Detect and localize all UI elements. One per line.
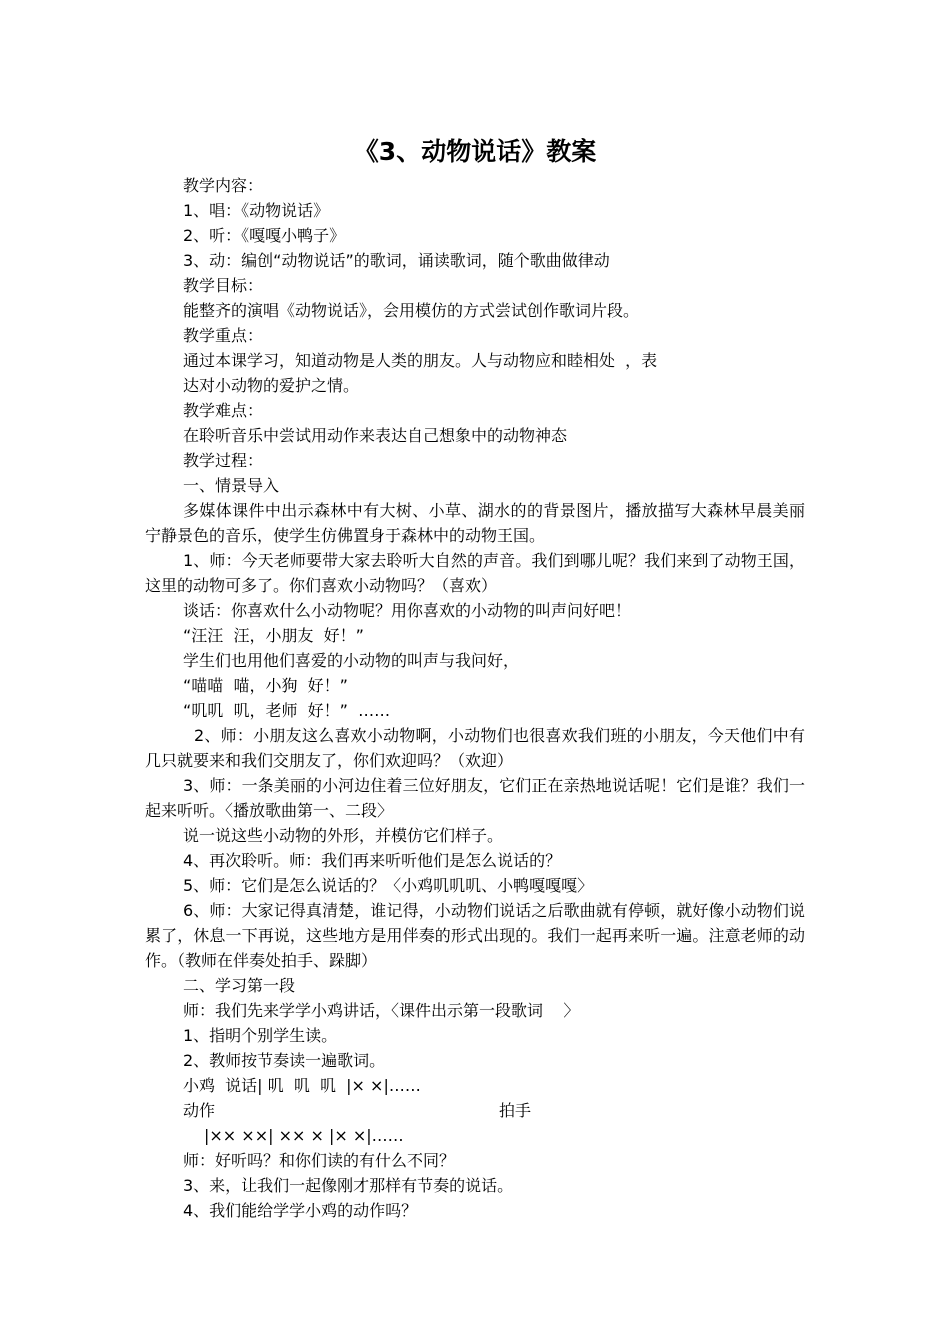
content-item-listen: 2、听：《嘎嘎小鸭子》 — [183, 226, 346, 245]
action-label: 动作 — [183, 1101, 216, 1120]
paragraph-teacher-2: 2、师：小朋友这么喜欢小动物啊，小动物们也很喜欢我们班的小朋友，今天他们中有几只就要来和我们交朋友了，你们欢迎吗？（欢迎） — [145, 726, 805, 770]
step-item-2: 2、教师按节奏读一遍歌词。 — [183, 1051, 386, 1070]
paragraph-teacher-1: 1、师：今天老师要带大家去聆听大自然的声音。我们到哪儿呢？我们来到了动物王国，这里的动物可多了。你们喜欢小动物吗？（喜欢） — [145, 551, 805, 595]
section-heading-goals: 教学目标： — [183, 276, 264, 295]
paragraph-teacher-6: 6、师：大家记得真清楚，谁记得，小动物们说话之后歌曲就有停顿，就好像小动物们说累了，休息一下再说，这些地方是用伴奏的形式出现的。我们一起再来听一遍。注意老师的动作。（教师在伴奏处拍手、跺脚） — [145, 901, 805, 970]
paragraph-talk: 谈话：你喜欢什么小动物呢？用你喜欢的小动物的叫声问好吧！ — [183, 601, 632, 620]
paragraph-teacher-4: 4、再次聆听。师：我们再来听听他们是怎么说话的？ — [183, 851, 562, 870]
rhythm-action-row — [145, 1098, 805, 1123]
section-heading-difficulties: 教学难点： — [183, 401, 264, 420]
key-point-line-2: 达对小动物的爱护之情。 — [183, 376, 360, 395]
content-item-sing: 1、唱：《动物说话》 — [183, 201, 330, 220]
paragraph-teacher-3: 3、师：一条美丽的小河边住着三位好朋友，它们正在亲热地说话呢！它们是谁？我们一起来听听。〈播放歌曲第一、二段〉 — [145, 776, 805, 820]
step-item-1: 1、指明个别学生读。 — [183, 1026, 338, 1045]
document-body — [145, 173, 805, 1223]
step-heading-learn-first: 二、学习第一段 — [183, 976, 296, 995]
difficulty-text: 在聆听音乐中尝试用动作来表达自己想象中的动物神态 — [183, 426, 568, 445]
paragraph-teacher-5: 5、师：它们是怎么说话的？〈小鸡叽叽叽、小鸭嘎嘎嘎〉 — [183, 876, 594, 895]
section-heading-key-points: 教学重点： — [183, 326, 264, 345]
step-item-4: 4、我们能给学学小鸡的动作吗？ — [183, 1201, 418, 1220]
content-item-move: 3、动：编创“动物说话”的歌词，诵读歌词，随个歌曲做律动 — [183, 251, 610, 270]
quote-chick: “叽叽 叽，老师 好！” …… — [183, 701, 391, 720]
key-point-line-1: 通过本课学习，知道动物是人类的朋友。人与动物应和睦相处 ，表 — [183, 351, 658, 370]
paragraph-students-greet: 学生们也用他们喜爱的小动物的叫声与我问好， — [183, 651, 520, 670]
paragraph-multimedia: 多媒体课件中出示森林中有大树、小草、湖水的的背景图片，播放描写大森林早晨美丽宁静景色的音乐，使学生仿佛置身于森林中的动物王国。 — [145, 501, 805, 545]
step-heading-intro: 一、情景导入 — [183, 476, 280, 495]
rhythm-lyrics-line: 小鸡 说话| 叽 叽 叽 |× ×|…… — [183, 1076, 421, 1095]
clap-label: 拍手 — [499, 1101, 532, 1120]
step-item-3: 3、来，让我们一起像刚才那样有节奏的说话。 — [183, 1176, 514, 1195]
rhythm-notation-line: |×× ××| ×× × |× ×|…… — [204, 1126, 404, 1145]
paragraph-describe: 说一说这些小动物的外形，并模仿它们样子。 — [183, 826, 504, 845]
paragraph-teacher-chick: 师：我们先来学学小鸡讲话，〈课件出示第一段歌词 〉 — [183, 1001, 580, 1020]
quote-cat: “喵喵 喵，小狗 好！” — [183, 676, 348, 695]
goal-text: 能整齐的演唱《动物说话》，会用模仿的方式尝试创作歌词片段。 — [183, 301, 640, 320]
quote-dog: “汪汪 汪，小朋友 好！” — [183, 626, 364, 645]
section-heading-content: 教学内容： — [183, 176, 264, 195]
section-heading-process: 教学过程： — [183, 451, 264, 470]
document-title: 《3、动物说话》教案 — [353, 137, 597, 166]
paragraph-teacher-question: 师：好听吗？和你们读的有什么不同？ — [183, 1151, 456, 1170]
